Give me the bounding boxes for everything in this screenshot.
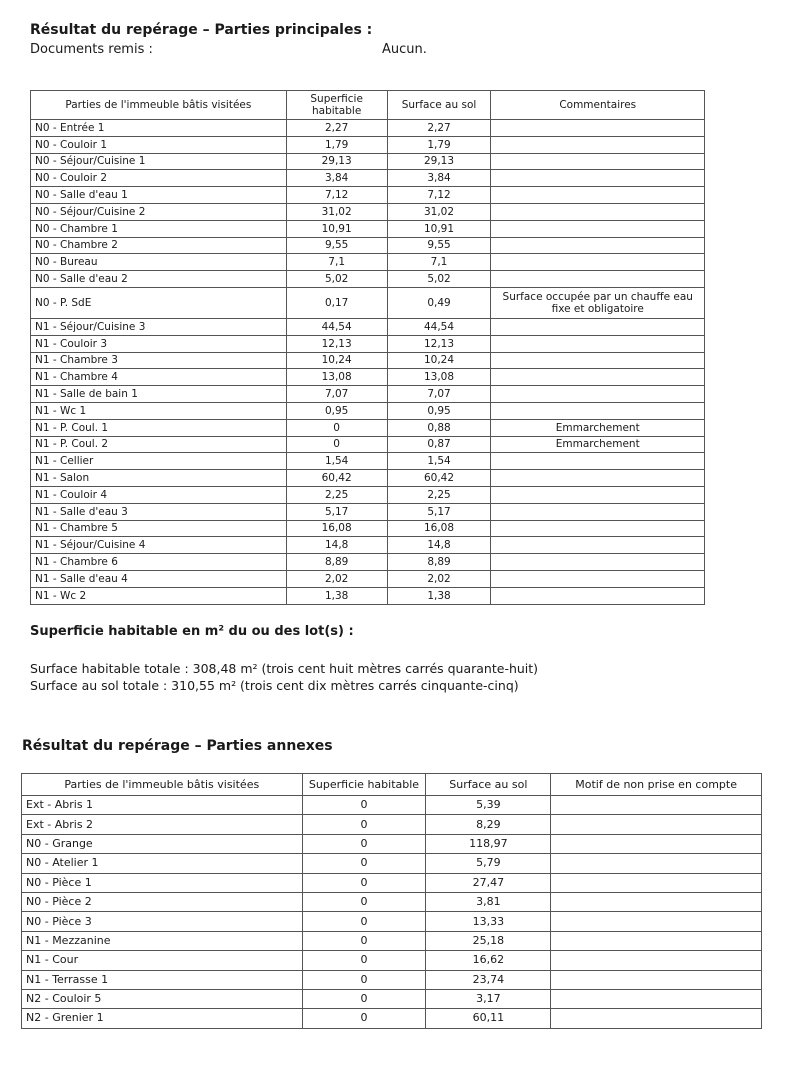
cell-motif [551, 951, 762, 970]
cell-sol: 1,38 [387, 587, 491, 604]
cell-motif [551, 970, 762, 989]
table-row [22, 912, 762, 931]
cell-commentaire [491, 453, 705, 470]
table-row [22, 796, 762, 815]
cell-motif [551, 796, 762, 815]
cell-sol: 27,47 [426, 873, 551, 892]
cell-sol: 5,17 [387, 503, 491, 520]
cell-motif [551, 892, 762, 911]
table-parties-principales [30, 90, 705, 605]
header-habitable: Superficie habitable [286, 91, 387, 120]
table-row [31, 237, 705, 254]
total-habitable: Surface habitable totale : 308,48 m² (trois cent huit mètres carrés quarante-huit) [30, 661, 539, 676]
cell-sol: 2,02 [387, 570, 491, 587]
cell-sol: 7,1 [387, 254, 491, 271]
cell-commentaire [491, 203, 705, 220]
totals-block [30, 660, 538, 694]
cell-habitable: 0,95 [286, 402, 387, 419]
table-header-row [31, 91, 705, 120]
cell-habitable: 0 [302, 989, 426, 1008]
documents-line [30, 42, 470, 57]
table-row [31, 271, 705, 288]
documents-value: Aucun. [382, 42, 427, 57]
cell-sol: 8,29 [426, 815, 551, 834]
cell-commentaire [491, 503, 705, 520]
cell-sol: 5,02 [387, 271, 491, 288]
cell-commentaire [491, 254, 705, 271]
cell-sol: 13,08 [387, 369, 491, 386]
cell-habitable: 29,13 [286, 153, 387, 170]
cell-habitable: 0 [302, 1009, 426, 1028]
header-partie: Parties de l'immeuble bâtis visitées [31, 91, 287, 120]
cell-commentaire [491, 187, 705, 204]
cell-partie: N1 - Chambre 3 [31, 352, 287, 369]
cell-motif [551, 815, 762, 834]
cell-partie: N0 - P. SdE [31, 287, 287, 318]
cell-commentaire [491, 318, 705, 335]
cell-commentaire [491, 170, 705, 187]
cell-partie: N0 - Salle d'eau 2 [31, 271, 287, 288]
table-row [22, 815, 762, 834]
cell-commentaire: Emmarchement [491, 436, 705, 453]
cell-habitable: 13,08 [286, 369, 387, 386]
table-row [22, 873, 762, 892]
table-row [31, 153, 705, 170]
cell-habitable: 0 [302, 951, 426, 970]
cell-sol: 10,24 [387, 352, 491, 369]
cell-sol: 2,25 [387, 486, 491, 503]
cell-sol: 16,62 [426, 951, 551, 970]
cell-habitable: 10,91 [286, 220, 387, 237]
cell-motif [551, 854, 762, 873]
cell-sol: 44,54 [387, 318, 491, 335]
cell-habitable: 14,8 [286, 537, 387, 554]
cell-sol: 5,39 [426, 796, 551, 815]
cell-partie: N0 - Atelier 1 [22, 854, 303, 873]
cell-habitable: 0 [286, 419, 387, 436]
cell-habitable: 7,12 [286, 187, 387, 204]
cell-partie: N2 - Grenier 1 [22, 1009, 303, 1028]
table-row [31, 287, 705, 318]
cell-partie: N1 - P. Coul. 1 [31, 419, 287, 436]
cell-sol: 25,18 [426, 931, 551, 950]
section-title-superficie: Superficie habitable en m² du ou des lot(s) : [30, 624, 354, 639]
table-row [31, 537, 705, 554]
cell-habitable: 60,42 [286, 470, 387, 487]
cell-partie: N1 - Wc 2 [31, 587, 287, 604]
cell-partie: N0 - Pièce 2 [22, 892, 303, 911]
cell-sol: 118,97 [426, 834, 551, 853]
cell-partie: N1 - Chambre 5 [31, 520, 287, 537]
cell-sol: 0,88 [387, 419, 491, 436]
table-row [22, 892, 762, 911]
cell-motif [551, 873, 762, 892]
cell-partie: N1 - Cellier [31, 453, 287, 470]
cell-commentaire [491, 136, 705, 153]
cell-commentaire [491, 352, 705, 369]
cell-habitable: 0 [286, 436, 387, 453]
cell-partie: N0 - Couloir 2 [31, 170, 287, 187]
cell-partie: N1 - Salle d'eau 4 [31, 570, 287, 587]
table-row [31, 254, 705, 271]
cell-habitable: 16,08 [286, 520, 387, 537]
cell-partie: N0 - Chambre 2 [31, 237, 287, 254]
cell-habitable: 1,38 [286, 587, 387, 604]
cell-partie: N1 - Séjour/Cuisine 4 [31, 537, 287, 554]
cell-partie: N0 - Couloir 1 [31, 136, 287, 153]
cell-commentaire [491, 271, 705, 288]
table-row [31, 136, 705, 153]
cell-commentaire [491, 486, 705, 503]
section-title-annexes: Résultat du repérage – Parties annexes [22, 738, 333, 754]
cell-sol: 9,55 [387, 237, 491, 254]
cell-commentaire [491, 237, 705, 254]
cell-habitable: 0 [302, 970, 426, 989]
cell-commentaire [491, 470, 705, 487]
table-row [31, 335, 705, 352]
cell-habitable: 0 [302, 834, 426, 853]
cell-commentaire [491, 554, 705, 571]
cell-sol: 7,12 [387, 187, 491, 204]
table-row [31, 453, 705, 470]
table-row [31, 369, 705, 386]
cell-habitable: 0 [302, 796, 426, 815]
cell-commentaire [491, 220, 705, 237]
cell-partie: Ext - Abris 1 [22, 796, 303, 815]
cell-commentaire [491, 587, 705, 604]
cell-partie: N1 - P. Coul. 2 [31, 436, 287, 453]
header-partie: Parties de l'immeuble bâtis visitées [22, 774, 303, 796]
cell-sol: 29,13 [387, 153, 491, 170]
cell-partie: N1 - Séjour/Cuisine 3 [31, 318, 287, 335]
cell-habitable: 7,1 [286, 254, 387, 271]
cell-motif [551, 989, 762, 1008]
cell-partie: N0 - Pièce 3 [22, 912, 303, 931]
cell-sol: 10,91 [387, 220, 491, 237]
cell-habitable: 0 [302, 815, 426, 834]
table-header-row [22, 774, 762, 796]
table-row [22, 854, 762, 873]
cell-habitable: 44,54 [286, 318, 387, 335]
cell-partie: N0 - Séjour/Cuisine 1 [31, 153, 287, 170]
table-row [31, 503, 705, 520]
cell-habitable: 0 [302, 854, 426, 873]
table-row [31, 120, 705, 137]
cell-sol: 5,79 [426, 854, 551, 873]
header-motif: Motif de non prise en compte [551, 774, 762, 796]
cell-partie: N1 - Wc 1 [31, 402, 287, 419]
cell-sol: 8,89 [387, 554, 491, 571]
cell-habitable: 0 [302, 912, 426, 931]
table-row [22, 989, 762, 1008]
cell-partie: N0 - Chambre 1 [31, 220, 287, 237]
documents-label: Documents remis : [30, 42, 153, 57]
table-row [31, 187, 705, 204]
cell-habitable: 31,02 [286, 203, 387, 220]
header-sol: Surface au sol [426, 774, 551, 796]
cell-sol: 1,79 [387, 136, 491, 153]
cell-habitable: 7,07 [286, 386, 387, 403]
cell-habitable: 5,02 [286, 271, 387, 288]
cell-commentaire [491, 537, 705, 554]
cell-sol: 31,02 [387, 203, 491, 220]
cell-habitable: 2,27 [286, 120, 387, 137]
cell-partie: N1 - Salle d'eau 3 [31, 503, 287, 520]
cell-motif [551, 931, 762, 950]
cell-partie: N1 - Couloir 4 [31, 486, 287, 503]
cell-sol: 2,27 [387, 120, 491, 137]
cell-partie: N1 - Salon [31, 470, 287, 487]
table-row [22, 951, 762, 970]
cell-sol: 3,17 [426, 989, 551, 1008]
cell-sol: 16,08 [387, 520, 491, 537]
cell-sol: 60,42 [387, 470, 491, 487]
cell-partie: N0 - Bureau [31, 254, 287, 271]
cell-partie: N1 - Terrasse 1 [22, 970, 303, 989]
cell-commentaire [491, 153, 705, 170]
cell-sol: 14,8 [387, 537, 491, 554]
header-commentaires: Commentaires [491, 91, 705, 120]
cell-sol: 1,54 [387, 453, 491, 470]
cell-habitable: 9,55 [286, 237, 387, 254]
table-row [31, 520, 705, 537]
cell-habitable: 2,02 [286, 570, 387, 587]
total-sol: Surface au sol totale : 310,55 m² (trois cent dix mètres carrés cinquante-cinq) [30, 678, 519, 693]
table-row [31, 220, 705, 237]
cell-partie: N1 - Chambre 4 [31, 369, 287, 386]
cell-motif [551, 912, 762, 931]
cell-habitable: 0,17 [286, 287, 387, 318]
table-row [31, 419, 705, 436]
table-row [31, 486, 705, 503]
table-row [31, 470, 705, 487]
cell-partie: N0 - Entrée 1 [31, 120, 287, 137]
cell-commentaire [491, 369, 705, 386]
cell-partie: N1 - Salle de bain 1 [31, 386, 287, 403]
cell-habitable: 3,84 [286, 170, 387, 187]
cell-sol: 12,13 [387, 335, 491, 352]
cell-habitable: 0 [302, 892, 426, 911]
table-row [31, 170, 705, 187]
cell-partie: N0 - Salle d'eau 1 [31, 187, 287, 204]
cell-commentaire [491, 402, 705, 419]
cell-sol: 0,87 [387, 436, 491, 453]
header-sol: Surface au sol [387, 91, 491, 120]
cell-habitable: 5,17 [286, 503, 387, 520]
table-row [31, 352, 705, 369]
header-habitable: Superficie habitable [302, 774, 426, 796]
cell-commentaire: Surface occupée par un chauffe eau fixe et obligatoire [491, 287, 705, 318]
cell-motif [551, 1009, 762, 1028]
cell-partie: N1 - Cour [22, 951, 303, 970]
table-row [22, 1009, 762, 1028]
cell-partie: N1 - Couloir 3 [31, 335, 287, 352]
cell-sol: 0,49 [387, 287, 491, 318]
cell-habitable: 0 [302, 931, 426, 950]
cell-sol: 3,81 [426, 892, 551, 911]
cell-motif [551, 834, 762, 853]
cell-commentaire [491, 386, 705, 403]
cell-commentaire [491, 520, 705, 537]
cell-commentaire [491, 335, 705, 352]
cell-habitable: 1,79 [286, 136, 387, 153]
table-row [31, 386, 705, 403]
table-row [31, 570, 705, 587]
cell-sol: 7,07 [387, 386, 491, 403]
cell-sol: 13,33 [426, 912, 551, 931]
cell-habitable: 12,13 [286, 335, 387, 352]
cell-commentaire [491, 570, 705, 587]
cell-partie: N0 - Pièce 1 [22, 873, 303, 892]
cell-sol: 3,84 [387, 170, 491, 187]
cell-commentaire [491, 120, 705, 137]
cell-habitable: 0 [302, 873, 426, 892]
table-row [22, 834, 762, 853]
table-row [31, 402, 705, 419]
cell-partie: N0 - Grange [22, 834, 303, 853]
cell-sol: 0,95 [387, 402, 491, 419]
cell-habitable: 1,54 [286, 453, 387, 470]
table-parties-annexes [21, 773, 762, 1029]
cell-partie: N2 - Couloir 5 [22, 989, 303, 1008]
cell-sol: 23,74 [426, 970, 551, 989]
cell-sol: 60,11 [426, 1009, 551, 1028]
cell-habitable: 2,25 [286, 486, 387, 503]
section-title-principal: Résultat du repérage – Parties principales : [30, 22, 373, 38]
table-row [22, 970, 762, 989]
table-row [31, 587, 705, 604]
table-row [22, 931, 762, 950]
cell-partie: N1 - Mezzanine [22, 931, 303, 950]
cell-commentaire: Emmarchement [491, 419, 705, 436]
cell-partie: N1 - Chambre 6 [31, 554, 287, 571]
cell-partie: N0 - Séjour/Cuisine 2 [31, 203, 287, 220]
cell-habitable: 8,89 [286, 554, 387, 571]
table-row [31, 318, 705, 335]
table-row [31, 554, 705, 571]
cell-habitable: 10,24 [286, 352, 387, 369]
table-row [31, 436, 705, 453]
cell-partie: Ext - Abris 2 [22, 815, 303, 834]
table-row [31, 203, 705, 220]
